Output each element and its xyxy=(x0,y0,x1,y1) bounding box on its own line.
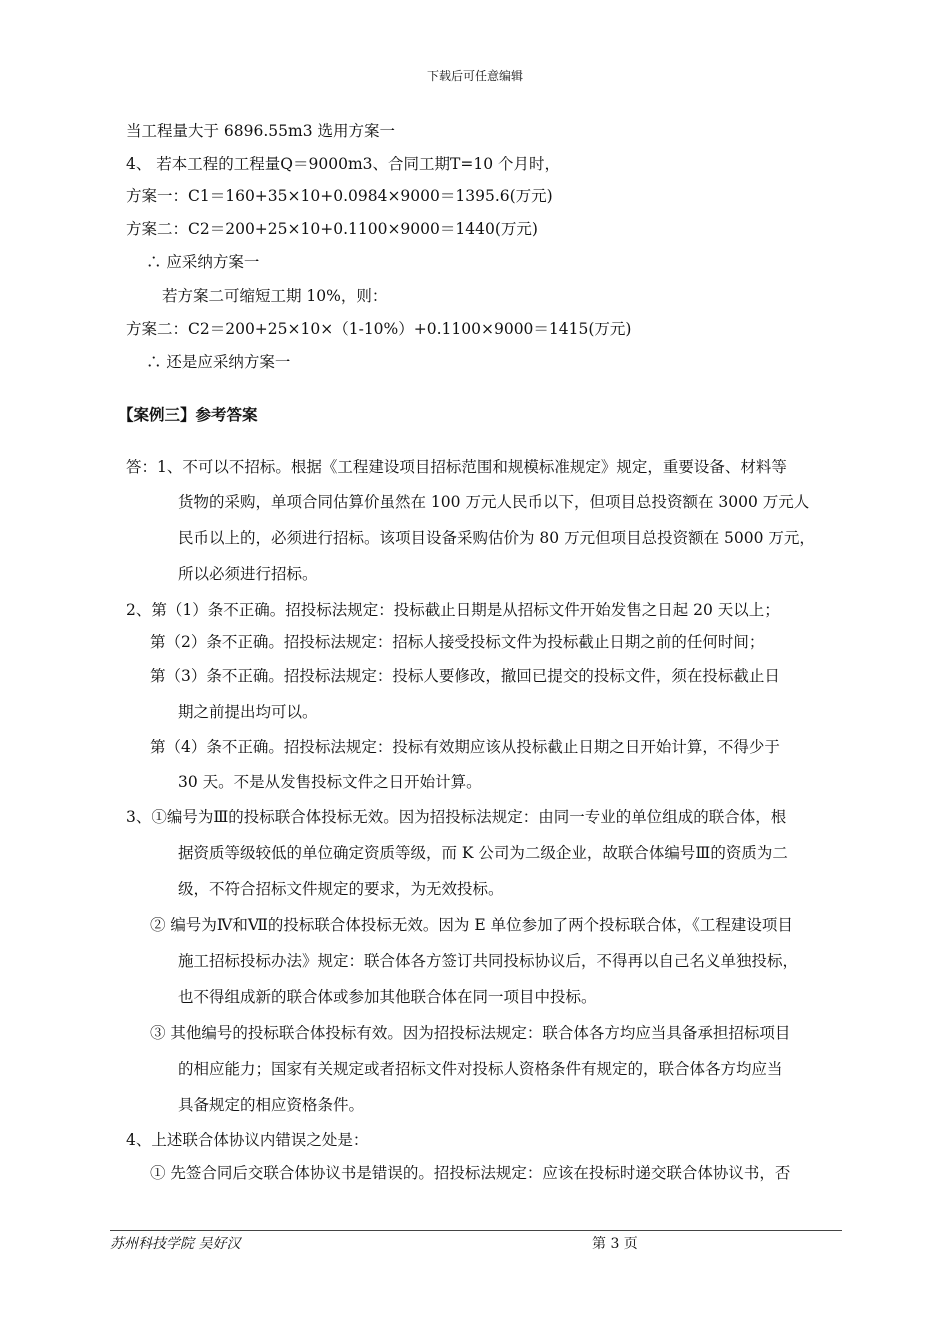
footer-author: 苏州科技学院 吴好汉 xyxy=(110,1236,241,1252)
page-number: 第 3 页 xyxy=(592,1236,638,1252)
answer-line: 施工招标投标办法》规定：联合体各方签订共同投标协议后，不得再以自己名义单独投标， xyxy=(178,952,799,970)
answer-line: 级，不符合招标文件规定的要求，为无效投标。 xyxy=(178,880,504,898)
text-line: ∴ 还是应采纳方案一 xyxy=(146,353,291,371)
text-line: 方案二：C2＝200+25×10+0.1100×9000＝1440(万元) xyxy=(126,220,538,238)
answer-line: 答：1、不可以不招标。根据《工程建设项目招标范围和规模标准规定》规定，重要设备、材料等 xyxy=(126,458,787,476)
answer-line: ① 先签合同后交联合体协议书是错误的。招投标法规定：应该在投标时递交联合体协议书，否 xyxy=(150,1164,791,1182)
answer-line: 第（2）条不正确。招投标法规定：招标人接受投标文件为投标截止日期之前的任何时间； xyxy=(150,633,765,651)
page-header: 下载后可任意编辑 xyxy=(426,69,523,83)
answer-line: 第（3）条不正确。招投标法规定：投标人要修改，撤回已提交的投标文件，须在投标截止日 xyxy=(150,667,780,685)
answer-line: ③ 其他编号的投标联合体投标有效。因为招投标法规定：联合体各方均应当具备承担招标项目 xyxy=(150,1024,791,1042)
footer-divider xyxy=(110,1230,842,1231)
answer-line: 据资质等级较低的单位确定资质等级，而 K 公司为二级企业，故联合体编号Ⅲ的资质为二 xyxy=(178,844,788,862)
answer-line: 第（4）条不正确。招投标法规定：投标有效期应该从投标截止日期之日开始计算，不得少于 xyxy=(150,738,780,756)
answer-line: 具备规定的相应资格条件。 xyxy=(178,1096,365,1114)
answer-line: 民币以上的，必须进行招标。该项目设备采购估价为 80 万元但项目总投资额在 5000 万元， xyxy=(178,529,815,547)
text-line: 4、 若本工程的工程量Q＝9000m3、合同工期T=10 个月时， xyxy=(126,155,560,173)
answer-line: 期之前提出均可以。 xyxy=(178,703,318,721)
answer-line: 的相应能力；国家有关规定或者招标文件对投标人资格条件有规定的，联合体各方均应当 xyxy=(178,1060,783,1078)
section-heading: 【案例三】参考答案 xyxy=(118,406,258,424)
answer-line: 3、①编号为Ⅲ的投标联合体投标无效。因为招投标法规定：由同一专业的单位组成的联合体，根 xyxy=(126,808,787,826)
text-line: 当工程量大于 6896.55m3 选用方案一 xyxy=(126,122,396,140)
answer-line: ② 编号为Ⅳ和Ⅶ的投标联合体投标无效。因为 E 单位参加了两个投标联合体，《工程建设项目 xyxy=(150,916,793,934)
answer-line: 货物的采购，单项合同估算价虽然在 100 万元人民币以下，但项目总投资额在 3000 万元人 xyxy=(178,493,810,511)
answer-line: 所以必须进行招标。 xyxy=(178,565,318,583)
answer-line: 也不得组成新的联合体或参加其他联合体在同一项目中投标。 xyxy=(178,988,597,1006)
text-line: 方案二：C2＝200+25×10×（1-10%）+0.1100×9000＝1415(万元) xyxy=(126,320,632,338)
text-line: ∴ 应采纳方案一 xyxy=(146,253,260,271)
answer-line: 4、上述联合体协议内错误之处是： xyxy=(126,1131,369,1149)
answer-line: 2、第（1）条不正确。招投标法规定：投标截止日期是从招标文件开始发售之日起 20 天以上； xyxy=(126,601,780,619)
text-line: 方案一：C1＝160+35×10+0.0984×9000＝1395.6(万元) xyxy=(126,187,553,205)
answer-line: 30 天。不是从发售投标文件之日开始计算。 xyxy=(178,773,482,791)
text-line: 若方案二可缩短工期 10%，则： xyxy=(162,287,388,305)
